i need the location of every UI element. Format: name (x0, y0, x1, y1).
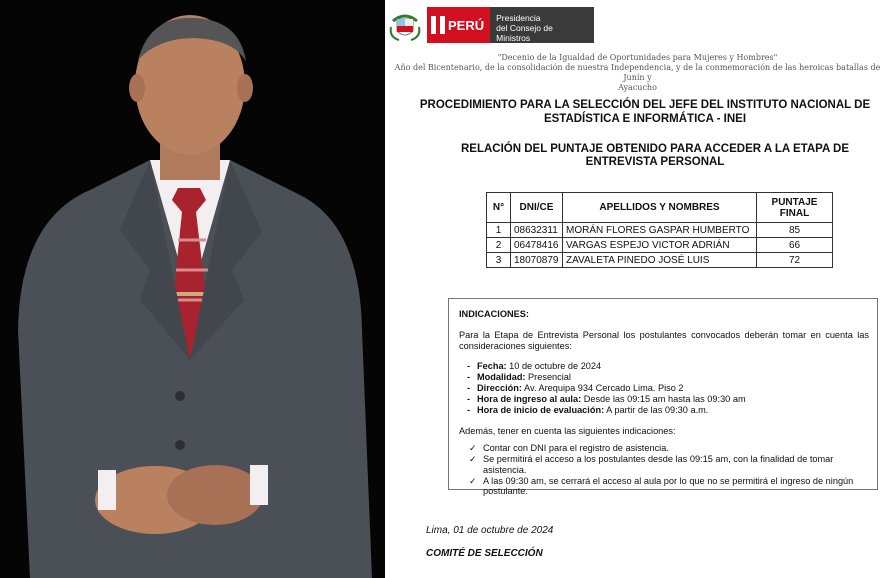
footer-committee: COMITÉ DE SELECCIÓN (426, 548, 543, 559)
scores-table (486, 192, 833, 268)
document-title (405, 98, 885, 126)
cell-name: ZAVALETA PINEDO JOSÉ LUIS (563, 253, 757, 268)
header-logos (389, 6, 594, 44)
checkmark-icon: ✓ (469, 453, 477, 464)
item-label: Modalidad: (477, 372, 526, 383)
decenio-text (385, 53, 890, 93)
header-score (757, 193, 833, 223)
subtitle-line-2: ENTREVISTA PERSONAL (585, 156, 725, 168)
list-item (467, 372, 869, 383)
cell-score: 85 (757, 223, 833, 238)
cell-name: VARGAS ESPEJO VICTOR ADRIÁN (563, 238, 757, 253)
header-dni: DNI/CE (511, 193, 563, 223)
check-text: A las 09:30 am, se cerrará el acceso al aula por lo que no se permitirá el ingreso de ningún postulante. (483, 475, 854, 497)
cell-score: 72 (757, 253, 833, 268)
decenio-line-1: "Decenio de la Igualdad de Oportunidades para Mujeres y Hombres" (497, 53, 778, 62)
table-row (487, 238, 833, 253)
subtitle-line-1: RELACIÓN DEL PUNTAJE OBTENIDO PARA ACCEDER A LA ETAPA DE (460, 143, 850, 155)
item-label: Hora de ingreso al aula: (477, 393, 582, 404)
item-value: A partir de las 09:30 a.m. (604, 404, 709, 415)
peru-coat-of-arms-icon (389, 7, 421, 43)
item-value: Desde las 09:15 am hasta las 09:30 am (581, 393, 746, 404)
check-text: Contar con DNI para el registro de asistencia. (483, 443, 669, 454)
item-value: 10 de octubre de 2024 (506, 361, 602, 372)
portrait-photo (0, 0, 385, 578)
decenio-line-2: Año del Bicentenario, de la consolidación de nuestra Independencia, y de la conmemoración de las heroicas batallas de Junín y (394, 63, 881, 82)
item-value: Av. Arequipa 934 Cercado Lima. Piso 2 (521, 382, 684, 393)
document-page (385, 0, 890, 578)
cell-n: 2 (487, 238, 511, 253)
title-line-1: PROCEDIMIENTO PARA LA SELECCIÓN DEL JEFE DEL INSTITUTO NACIONAL DE (419, 99, 871, 111)
portrait-illustration (0, 0, 385, 578)
list-item (467, 383, 869, 394)
decenio-line-3: Ayacucho (618, 83, 657, 92)
indicaciones-heading: INDICACIONES: (459, 309, 529, 319)
footer-date: Lima, 01 de octubre de 2024 (426, 525, 554, 536)
ademas-text: Además, tener en cuenta las siguientes indicaciones: (459, 426, 676, 437)
country-label: PERÚ (448, 17, 485, 33)
cell-dni: 06478416 (511, 238, 563, 253)
institution-badge (490, 7, 594, 43)
header-n: N° (487, 193, 511, 223)
cell-score: 66 (757, 238, 833, 253)
cell-n: 3 (487, 253, 511, 268)
list-item (469, 454, 869, 476)
list-item (467, 394, 869, 405)
indicaciones-list (467, 361, 869, 415)
item-label: Fecha: (477, 361, 507, 372)
list-item (467, 405, 869, 416)
indicaciones-intro: Para la Etapa de Entrevista Personal los postulantes convocados deberán tomar en cuenta las consideraciones siguientes: (459, 329, 869, 351)
peru-badge (427, 7, 490, 43)
institution-line-1: Presidencia (496, 13, 541, 23)
cell-n: 1 (487, 223, 511, 238)
cell-dni: 18070879 (511, 253, 563, 268)
item-label: Hora de inicio de evaluación: (477, 404, 605, 415)
list-item (469, 476, 869, 498)
peru-flag-icon (431, 16, 445, 34)
item-label: Dirección: (477, 382, 522, 393)
list-item (467, 361, 869, 372)
table-row (487, 253, 833, 268)
indicaciones-box (448, 298, 878, 497)
table-row (487, 223, 833, 238)
cell-dni: 08632311 (511, 223, 563, 238)
checkmark-icon: ✓ (469, 475, 477, 486)
header-score-line-2: FINAL (779, 207, 810, 219)
checks-list (469, 443, 869, 497)
title-line-2: ESTADÍSTICA E INFORMÁTICA - INEI (543, 113, 747, 125)
header-score-line-1: PUNTAJE (771, 196, 818, 208)
document-subtitle (445, 143, 865, 169)
institution-line-2: del Consejo de Ministros (496, 23, 553, 43)
check-text: Se permitirá el acceso a los postulantes desde las 09:15 am, con la finalidad de tomar asistencia. (483, 453, 834, 475)
table-header-row (487, 193, 833, 223)
list-item (469, 443, 869, 454)
item-value: Presencial (525, 372, 571, 383)
checkmark-icon: ✓ (469, 443, 477, 454)
header-name: APELLIDOS Y NOMBRES (563, 193, 757, 223)
cell-name: MORÁN FLORES GASPAR HUMBERTO (563, 223, 757, 238)
